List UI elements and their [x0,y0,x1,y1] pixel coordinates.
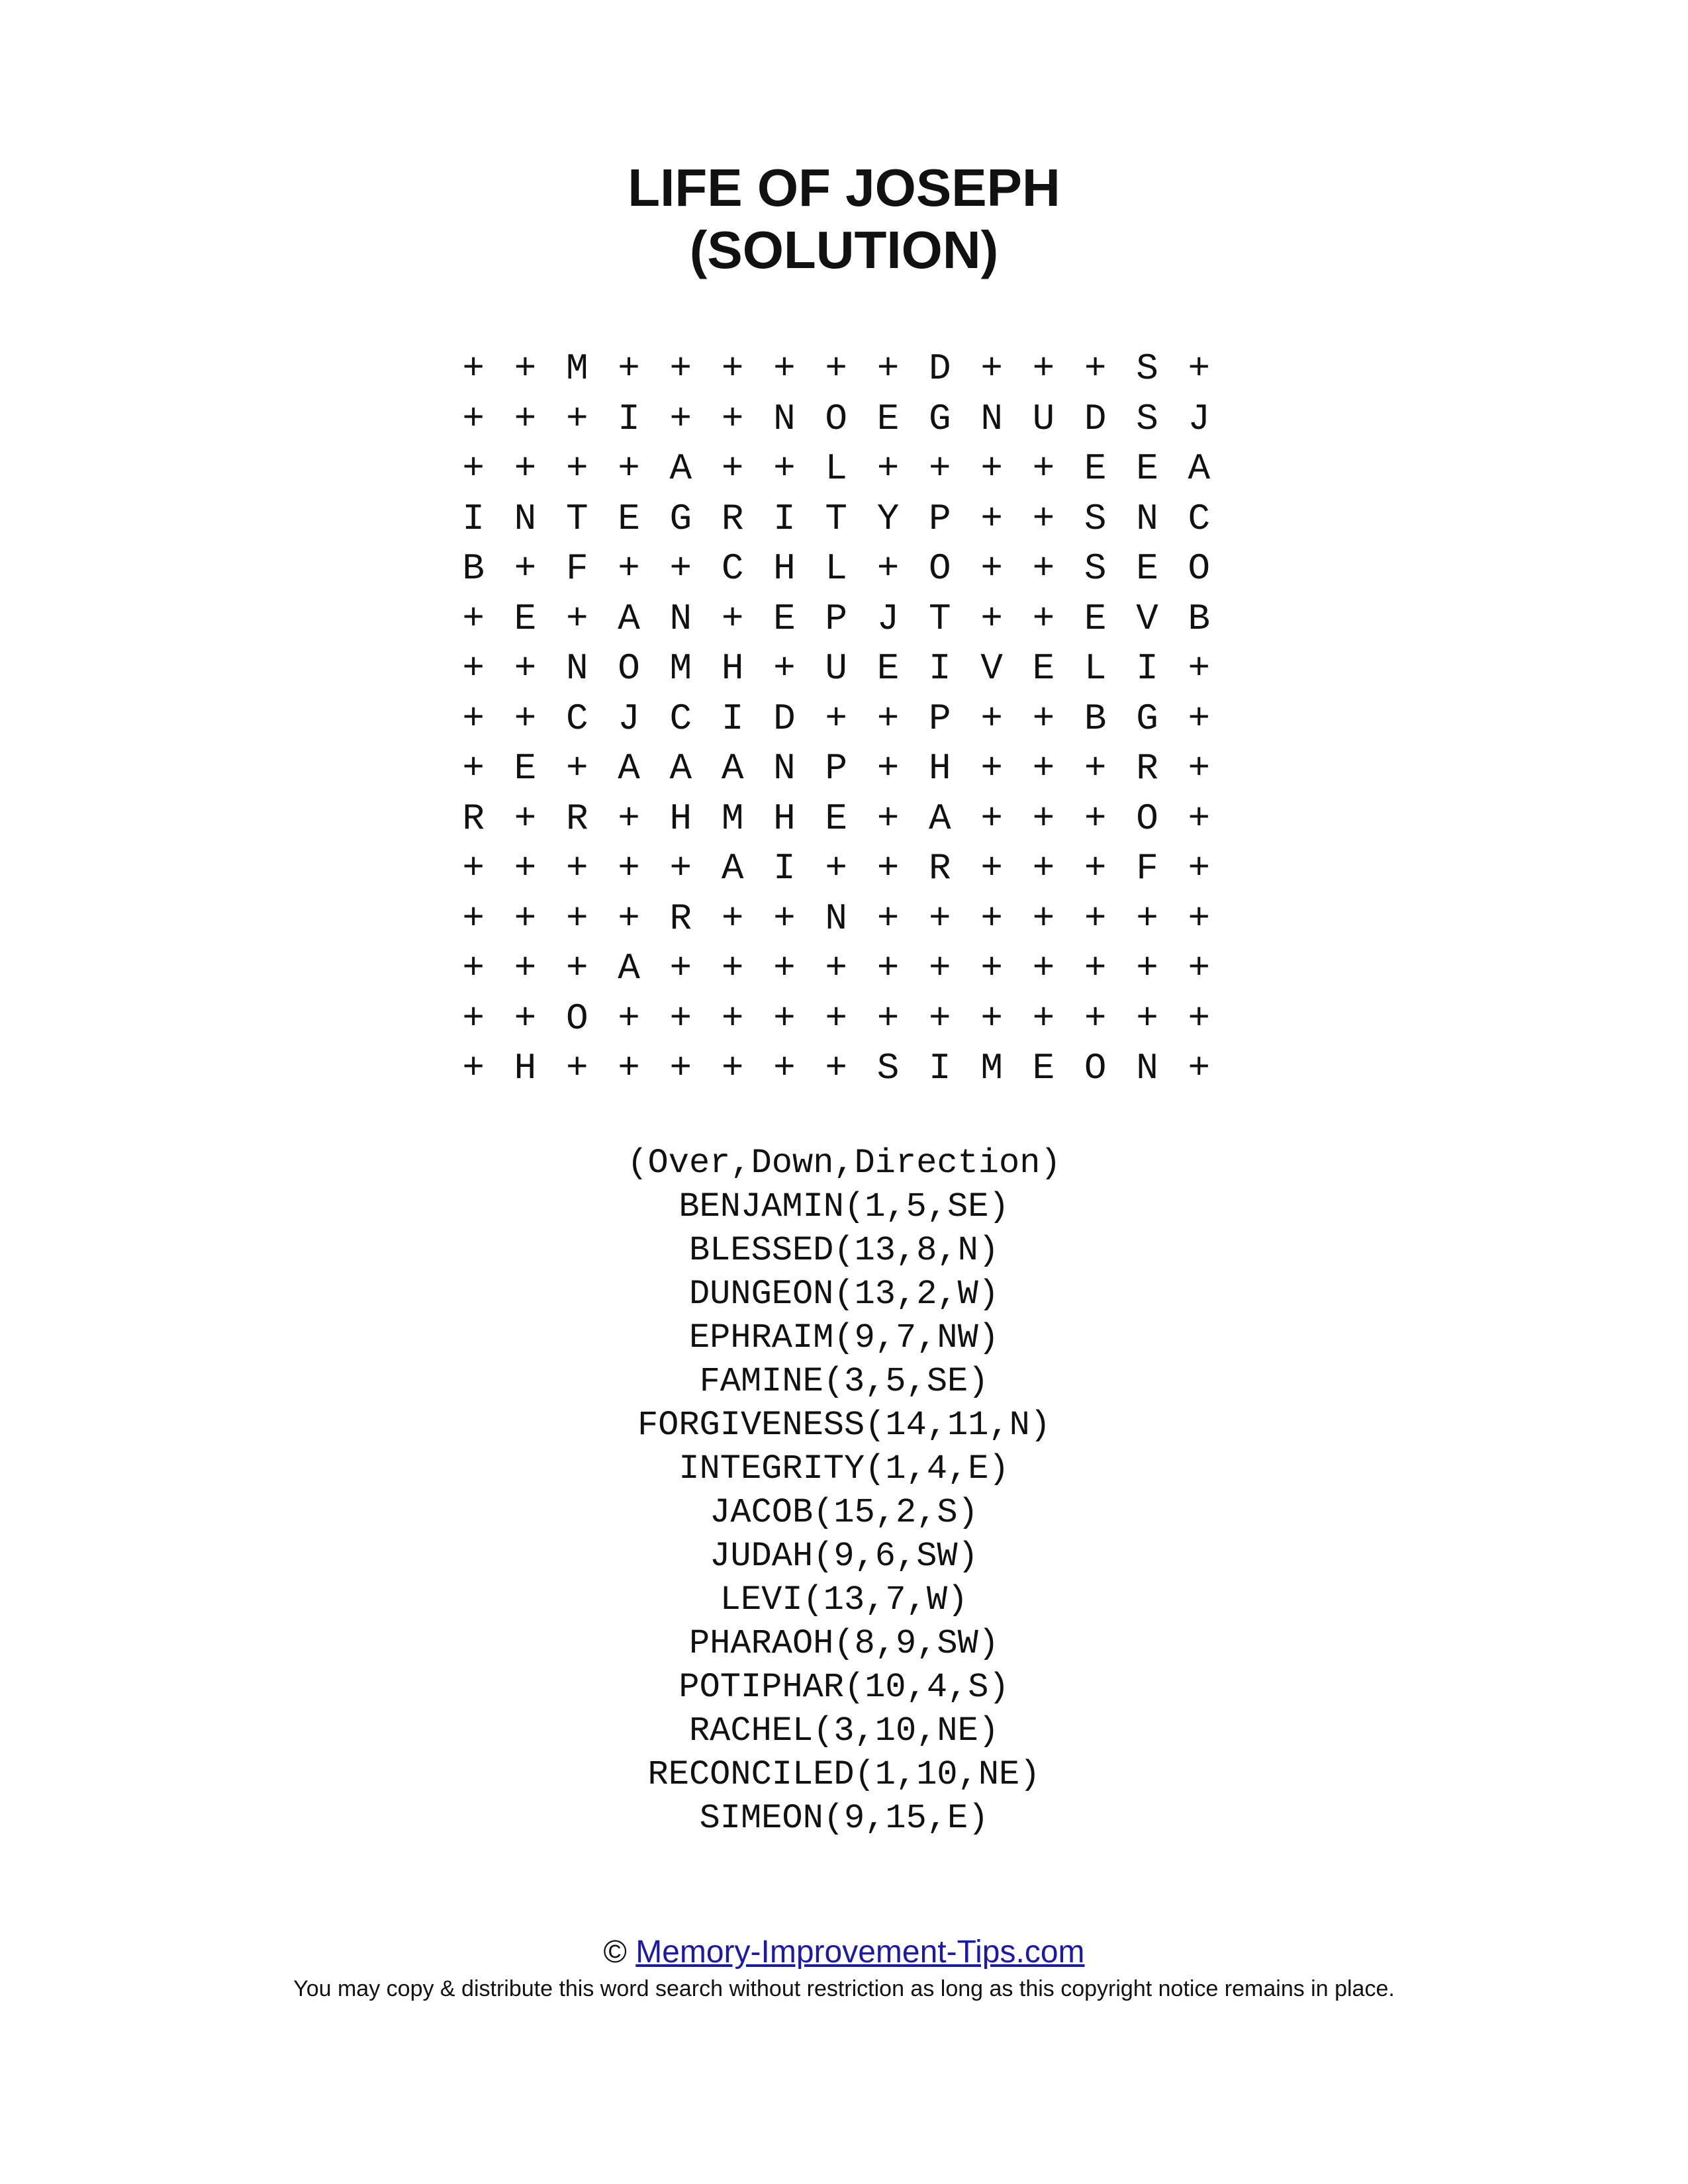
grid-cell: L [1084,647,1107,690]
grid-cell: M [721,797,744,840]
grid-cell: + [514,347,537,390]
grid-cell: T [825,497,848,540]
grid-cell: + [1084,797,1107,840]
grid-cell: A [721,847,744,889]
grid-cell: R [565,797,588,840]
grid-cell: + [462,997,485,1040]
grid-row [447,844,1225,894]
grid-cell: I [618,397,640,440]
page-subtitle: (SOLUTION) [689,220,999,279]
grid-cell: + [1136,997,1158,1040]
grid-cell: N [669,597,692,640]
grid-cell: + [929,997,951,1040]
grid-cell: E [1084,447,1107,490]
grid-cell: + [1032,897,1055,940]
grid-cell: + [462,747,485,790]
grid-cell: + [669,947,692,989]
grid-cell: H [929,747,951,790]
grid-cell: + [825,697,848,740]
grid-cell: V [980,647,1003,690]
grid-cell: I [773,497,796,540]
grid-cell: + [618,797,640,840]
grid-cell: N [514,497,537,540]
word-list-item: PHARAOH(8,9,SW) [688,1624,1000,1663]
grid-cell: + [462,847,485,889]
grid-cell: F [565,547,588,590]
grid-cell: B [1084,697,1107,740]
grid-cell: S [1084,497,1107,540]
grid-cell: + [514,947,537,989]
grid-cell: + [618,997,640,1040]
grid-cell: + [980,847,1003,889]
grid-cell: Y [876,497,900,540]
grid-cell: + [462,347,485,390]
grid-cell: + [1084,897,1107,940]
grid-cell: P [825,747,848,790]
grid-cell: + [825,847,848,889]
grid-cell: D [1084,397,1107,440]
word-search-grid [447,344,1225,1094]
grid-cell: + [1032,797,1055,840]
grid-cell: + [565,1047,588,1089]
grid-cell: O [1136,797,1158,840]
grid-cell: + [565,897,588,940]
grid-cell: + [1032,997,1055,1040]
grid-cell: + [876,547,900,590]
grid-cell: + [1188,897,1211,940]
grid-cell: E [876,397,900,440]
grid-cell: + [1032,347,1055,390]
grid-cell: B [462,547,485,590]
grid-cell: + [618,447,640,490]
grid-cell: N [1136,1047,1158,1089]
grid-cell: R [1136,747,1158,790]
grid-cell: T [929,597,951,640]
grid-cell: + [929,947,951,989]
word-list-item: RECONCILED(1,10,NE) [647,1755,1041,1794]
grid-row [447,694,1225,745]
grid-cell: V [1136,597,1158,640]
copyright-notice: You may copy & distribute this word search without restriction as long as this copyright notice remains in place. [293,1976,1395,2001]
grid-cell: + [1032,497,1055,540]
grid-cell: E [773,597,796,640]
grid-cell: S [1136,397,1158,440]
grid-cell: O [565,997,588,1040]
grid-row [447,994,1225,1044]
word-list-item: RACHEL(3,10,NE) [688,1711,1000,1751]
grid-cell: O [618,647,640,690]
grid-cell: + [514,697,537,740]
grid-cell: + [825,947,848,989]
grid-cell: + [773,897,796,940]
grid-cell: + [721,447,744,490]
grid-cell: N [773,397,796,440]
copyright-line [0,1933,1688,1972]
grid-cell: S [876,1047,900,1089]
grid-cell: + [721,997,744,1040]
grid-row [447,1044,1225,1094]
grid-cell: R [929,847,951,889]
word-list-item: POTIPHAR(10,4,S) [679,1668,1009,1707]
grid-cell: + [514,397,537,440]
grid-cell: + [462,397,485,440]
grid-cell: P [929,697,951,740]
grid-cell: + [1032,747,1055,790]
grid-cell: G [669,497,692,540]
site-link[interactable]: Memory-Improvement-Tips.com [635,1934,1085,1970]
grid-cell: C [721,547,744,590]
grid-cell: + [980,447,1003,490]
grid-cell: H [514,1047,537,1089]
grid-cell: + [618,547,640,590]
grid-row [447,894,1225,944]
grid-cell: + [980,797,1003,840]
word-list-item: DUNGEON(13,2,W) [688,1275,1000,1314]
grid-cell: + [1032,547,1055,590]
grid-cell: G [1136,697,1158,740]
grid-cell: + [876,447,900,490]
grid-cell: + [980,597,1003,640]
grid-cell: + [1032,697,1055,740]
grid-cell: E [514,597,537,640]
grid-cell: + [876,747,900,790]
grid-cell: E [1136,547,1158,590]
grid-cell: + [462,447,485,490]
grid-cell: + [669,997,692,1040]
grid-cell: M [565,347,588,390]
grid-cell: + [1188,847,1211,889]
grid-cell: U [1032,397,1055,440]
grid-cell: + [876,897,900,940]
grid-cell: + [1084,747,1107,790]
grid-cell: D [773,697,796,740]
word-list-item: SIMEON(9,15,E) [699,1799,989,1838]
grid-cell: E [514,747,537,790]
grid-cell: + [514,847,537,889]
grid-cell: I [929,647,951,690]
grid-cell: P [929,497,951,540]
grid-cell: + [980,547,1003,590]
grid-cell: I [929,1047,951,1089]
grid-cell: + [669,1047,692,1089]
grid-cell: E [876,647,900,690]
word-list-item: EPHRAIM(9,7,NW) [688,1318,1000,1357]
grid-cell: H [773,797,796,840]
grid-cell: + [1188,347,1211,390]
grid-cell: N [825,897,848,940]
word-list-item: JACOB(15,2,S) [710,1493,978,1532]
grid-cell: + [565,747,588,790]
grid-cell: O [929,547,951,590]
grid-cell: + [462,897,485,940]
grid-cell: A [669,747,692,790]
grid-cell: N [565,647,588,690]
grid-cell: E [1032,1047,1055,1089]
word-list-item: BENJAMIN(1,5,SE) [679,1187,1009,1226]
grid-cell: + [669,347,692,390]
grid-cell: + [1084,947,1107,989]
grid-cell: I [721,697,744,740]
grid-cell: + [1032,447,1055,490]
grid-cell: M [669,647,692,690]
grid-cell: + [773,947,796,989]
grid-cell: + [721,347,744,390]
grid-cell: R [669,897,692,940]
grid-cell: O [1084,1047,1107,1089]
grid-cell: + [1188,697,1211,740]
grid-cell: + [825,997,848,1040]
grid-cell: A [669,447,692,490]
grid-cell: + [462,647,485,690]
grid-cell: + [462,597,485,640]
grid-cell: A [618,947,640,989]
word-list-item: FAMINE(3,5,SE) [699,1362,989,1401]
grid-cell: + [980,697,1003,740]
grid-cell: + [876,797,900,840]
word-list-item: JUDAH(9,6,SW) [710,1537,978,1576]
grid-row [447,644,1225,694]
grid-row [447,344,1225,394]
grid-row [447,944,1225,994]
grid-cell: + [462,1047,485,1089]
grid-cell: + [514,897,537,940]
grid-cell: P [825,597,848,640]
grid-cell: + [876,347,900,390]
grid-cell: + [721,597,744,640]
word-list-item: FORGIVENESS(14,11,N) [637,1406,1051,1445]
copyright-symbol: © [603,1934,627,1970]
grid-cell: + [825,347,848,390]
grid-cell: + [514,997,537,1040]
grid-cell: A [618,597,640,640]
grid-cell: + [1188,797,1211,840]
grid-cell: L [825,447,848,490]
grid-row [447,394,1225,445]
word-list-item: BLESSED(13,8,N) [688,1231,1000,1270]
grid-cell: S [1136,347,1158,390]
grid-cell: + [462,697,485,740]
grid-cell: F [1136,847,1158,889]
grid-cell: N [980,397,1003,440]
grid-cell: + [773,1047,796,1089]
grid-cell: + [773,997,796,1040]
grid-cell: E [825,797,848,840]
grid-cell: B [1188,597,1211,640]
grid-cell: E [618,497,640,540]
grid-cell: + [565,847,588,889]
grid-cell: + [980,497,1003,540]
grid-cell: + [1032,947,1055,989]
grid-cell: I [462,497,485,540]
grid-cell: I [1136,647,1158,690]
grid-cell: + [980,997,1003,1040]
grid-cell: + [1032,847,1055,889]
grid-cell: R [462,797,485,840]
grid-cell: + [1032,597,1055,640]
grid-cell: J [876,597,900,640]
grid-cell: + [565,947,588,989]
grid-cell: A [618,747,640,790]
grid-cell: H [721,647,744,690]
grid-row [447,494,1225,545]
grid-cell: + [514,797,537,840]
grid-cell: + [618,847,640,889]
grid-cell: + [1084,847,1107,889]
grid-cell: O [1188,547,1211,590]
word-list [0,1142,1688,1841]
grid-cell: + [876,947,900,989]
grid-cell: + [565,597,588,640]
grid-cell: + [721,897,744,940]
grid-cell: + [669,847,692,889]
grid-cell: + [1136,897,1158,940]
grid-row [447,544,1225,594]
grid-cell: + [980,947,1003,989]
grid-cell: + [876,997,900,1040]
grid-cell: N [1136,497,1158,540]
grid-cell: S [1084,547,1107,590]
word-list-item: LEVI(13,7,W) [720,1580,968,1619]
grid-cell: + [1188,747,1211,790]
grid-cell: + [721,1047,744,1089]
grid-cell: + [773,647,796,690]
grid-cell: + [825,1047,848,1089]
grid-cell: J [1188,397,1211,440]
grid-cell: + [876,697,900,740]
grid-cell: C [1188,497,1211,540]
grid-cell: + [1188,1047,1211,1089]
grid-cell: + [565,397,588,440]
grid-cell: + [980,897,1003,940]
grid-cell: G [929,397,951,440]
grid-cell: N [773,747,796,790]
grid-cell: + [980,347,1003,390]
grid-cell: C [565,697,588,740]
grid-cell: + [929,897,951,940]
word-list-item: INTEGRITY(1,4,E) [679,1449,1009,1488]
grid-cell: + [1188,997,1211,1040]
grid-cell: + [669,397,692,440]
grid-cell: + [618,1047,640,1089]
grid-cell: + [514,647,537,690]
grid-cell: + [669,547,692,590]
grid-cell: R [721,497,744,540]
grid-cell: + [1188,647,1211,690]
grid-cell: + [565,447,588,490]
grid-cell: + [462,947,485,989]
grid-cell: + [721,947,744,989]
grid-cell: C [669,697,692,740]
grid-cell: + [514,447,537,490]
grid-cell: + [1136,947,1158,989]
grid-cell: + [1188,947,1211,989]
grid-cell: J [618,697,640,740]
grid-cell: + [618,347,640,390]
grid-cell: H [773,547,796,590]
page-title: LIFE OF JOSEPH [628,158,1060,217]
grid-cell: + [876,847,900,889]
grid-cell: A [1188,447,1211,490]
grid-cell: E [1032,647,1055,690]
grid-cell: + [618,897,640,940]
grid-cell: + [773,347,796,390]
grid-cell: I [773,847,796,889]
grid-cell: + [929,447,951,490]
grid-row [447,444,1225,494]
grid-cell: L [825,547,848,590]
grid-row [447,794,1225,844]
grid-cell: + [721,397,744,440]
grid-row [447,594,1225,645]
grid-cell: + [980,747,1003,790]
grid-cell: E [1084,597,1107,640]
grid-cell: H [669,797,692,840]
grid-cell: M [980,1047,1003,1089]
word-list-header: (Over,Down,Direction) [627,1144,1061,1183]
grid-cell: O [825,397,848,440]
grid-cell: + [1084,997,1107,1040]
grid-row [447,744,1225,794]
grid-cell: + [773,447,796,490]
grid-cell: D [929,347,951,390]
grid-cell: + [1084,347,1107,390]
grid-cell: A [721,747,744,790]
grid-cell: E [1136,447,1158,490]
grid-cell: A [929,797,951,840]
grid-cell: + [514,547,537,590]
grid-cell: T [565,497,588,540]
grid-cell: U [825,647,848,690]
